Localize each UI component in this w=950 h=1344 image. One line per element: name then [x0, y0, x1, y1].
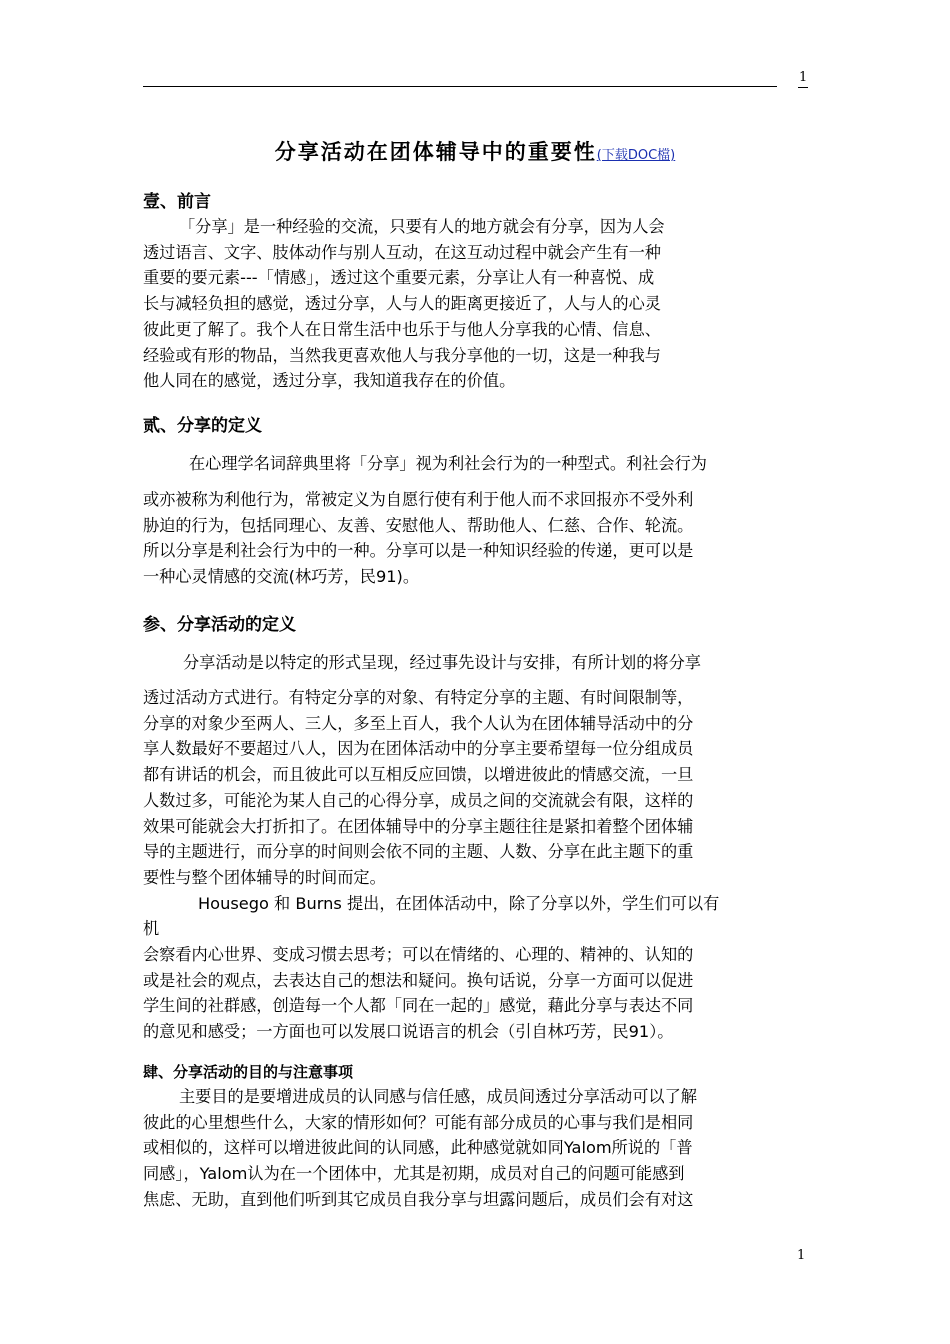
header-page-number: 1	[798, 70, 808, 88]
document-title	[0, 138, 950, 170]
download-doc-link[interactable]: (下载DOC檔)	[596, 148, 676, 163]
text-line: 在心理学名词辞典里将「分享」视为利社会行为的一种型式。利社会行为	[189, 454, 707, 473]
text-line: 透过语言、文字、肢体动作与别人互动，在这互动过程中就会产生有一种	[143, 242, 661, 262]
text-line: 会察看内心世界、变成习惯去思考；可以在情绪的、心理的、精神的、认知的	[143, 945, 694, 965]
text-line: 焦虑、无助，直到他们听到其它成员自我分享与坦露问题后，成员们会有对这	[143, 1189, 694, 1209]
text-line: 彼此的心里想些什么，大家的情形如何？可能有部分成员的心事与我们是相同	[143, 1112, 694, 1132]
section-2-paragraph	[143, 487, 811, 590]
text-line: 分享的对象少至两人、三人，多至上百人，我个人认为在团体辅导活动中的分	[143, 713, 694, 733]
text-line: 效果可能就会大打折扣了。在团体辅导中的分享主题往往是紧扣着整个团体辅	[143, 816, 694, 836]
text-line: 同感」，Yalom认为在一个团体中，尤其是初期，成员对自己的问题可能感到	[143, 1164, 685, 1184]
text-line: 重要的要元素---「情感」，透过这个重要元素，分享让人有一种喜悦、成	[143, 268, 655, 288]
section-1-paragraph	[143, 214, 811, 394]
text-line: 经验或有形的物品，当然我更喜欢他人与我分享他的一切，这是一种我与	[143, 345, 661, 365]
text-line: 他人同在的感觉，透过分享，我知道我存在的价值。	[143, 371, 516, 391]
section-heading-4: 肆、分享活动的目的与注意事项	[143, 1063, 354, 1081]
text-line: 人数过多，可能沦为某人自己的心得分享，成员之间的交流就会有限，这样的	[143, 790, 694, 810]
section-3-first-line	[143, 650, 811, 676]
text-line: 的意见和感受；一方面也可以发展口说语言的机会（引自林巧芳，民91）。	[143, 1022, 674, 1042]
header-rule	[143, 86, 777, 87]
text-line: 一种心灵情感的交流(林巧芳，民91)。	[143, 567, 420, 587]
text-line: 分享活动是以特定的形式呈现，经过事先设计与安排，有所计划的将分享	[183, 653, 701, 672]
text-line: 学生间的社群感，创造每一个人都「同在一起的」感觉，藉此分享与表达不同	[143, 996, 694, 1016]
section-heading-2: 贰、分享的定义	[143, 416, 262, 436]
section-2-first-line	[143, 451, 811, 477]
text-line: 要性与整个团体辅导的时间而定。	[143, 867, 386, 887]
section-4-paragraph	[143, 1084, 811, 1213]
text-line: 长与减轻负担的感觉，透过分享，人与人的距离更接近了，人与人的心灵	[143, 294, 661, 314]
text-line: 享人数最好不要超过八人，因为在团体活动中的分享主要希望每一位分组成员	[143, 739, 694, 759]
title-text: 分享活动在团体辅导中的重要性	[274, 139, 597, 164]
text-line: 或相似的，这样可以增进彼此间的认同感，此种感觉就如同Yalom所说的「普	[143, 1138, 693, 1158]
footer-page-number: 1	[797, 1248, 806, 1263]
section-3-paragraph	[143, 685, 811, 1045]
text-line: 机	[143, 919, 160, 939]
text-line: 「分享」是一种经验的交流，只要有人的地方就会有分享，因为人会	[179, 217, 665, 236]
text-line: Housego 和 Burns 提出，在团体活动中，除了分享以外，学生们可以有	[198, 893, 720, 913]
text-line: 所以分享是利社会行为中的一种。分享可以是一种知识经验的传递，更可以是	[143, 541, 694, 561]
text-line: 彼此更了解了。我个人在日常生活中也乐于与他人分享我的心情、信息、	[143, 319, 661, 339]
text-line: 都有讲话的机会，而且彼此可以互相反应回馈，以增进彼此的情感交流，一旦	[143, 765, 694, 785]
text-line: 透过活动方式进行。有特定分享的对象、有特定分享的主题、有时间限制等，	[143, 688, 694, 707]
text-line: 主要目的是要增进成员的认同感与信任感，成员间透过分享活动可以了解	[179, 1087, 697, 1106]
text-line: 导的主题进行，而分享的时间则会依不同的主题、人数、分享在此主题下的重	[143, 842, 694, 862]
section-heading-1: 壹、前言	[143, 192, 211, 212]
text-line: 或亦被称为利他行为，常被定义为自愿行使有利于他人而不求回报亦不受外利	[143, 490, 694, 509]
text-line: 或是社会的观点，去表达自己的想法和疑问。换句话说，分享一方面可以促进	[143, 970, 694, 990]
text-line: 胁迫的行为，包括同理心、友善、安慰他人、帮助他人、仁慈、合作、轮流。	[143, 515, 694, 535]
section-heading-3: 参、分享活动的定义	[143, 615, 296, 635]
